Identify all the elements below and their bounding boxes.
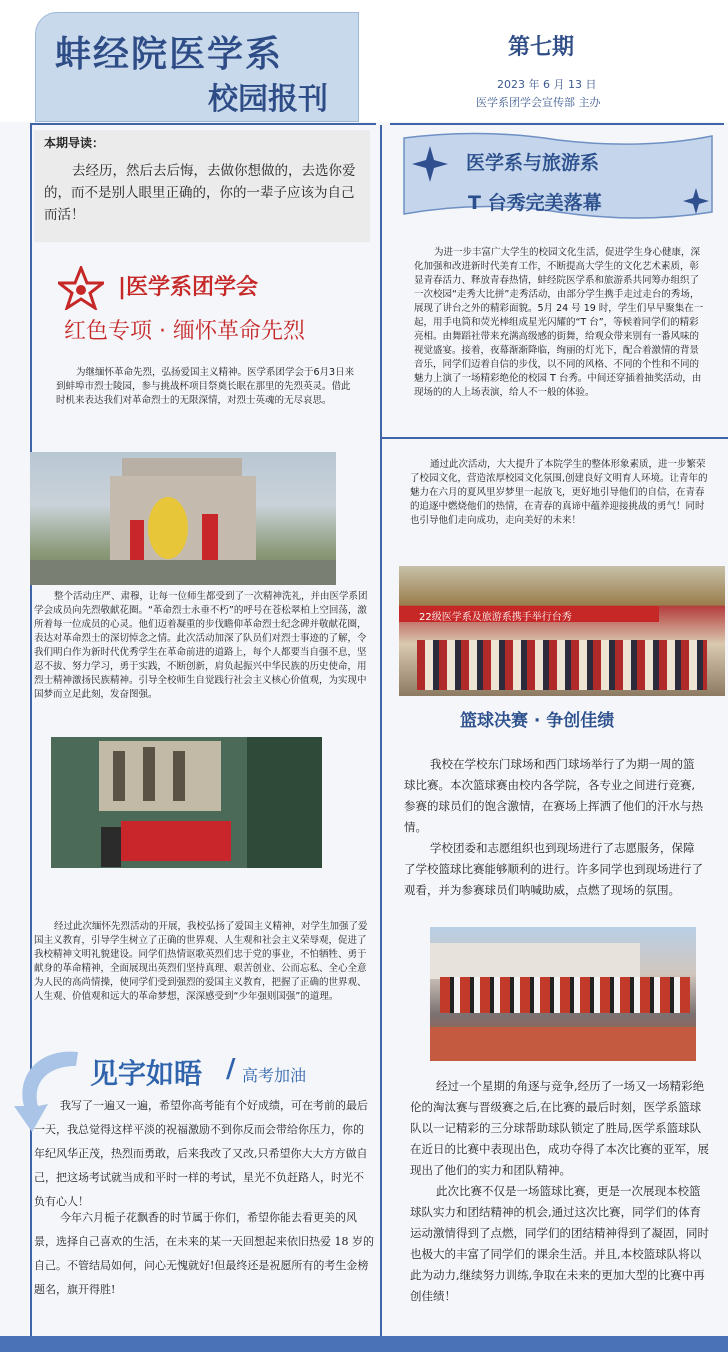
header-rule-left [30, 123, 376, 125]
section-title-basketball: 篮球决赛 · 争创佳绩 [460, 711, 615, 731]
newspaper-subtitle: 校园报刊 [208, 82, 328, 117]
intro-heading: 本期导读： [44, 136, 105, 150]
article-paragraph: 为进一步丰富广大学生的校园文化生活，促进学生身心健康，深化加强和改进新时代美育工作，不断提高大学生的文化艺术素质，彰显青春活力、释放青春热情，蚌经院医学系和旅游系共同筹办组织了一次校园“走秀大比拼”走秀活动，由部分学生携手走过走台的秀场，展现了讲台之外的精彩面貌。5月 24 号 19 时，学生们早早聚集在一起，用手电筒和荧光棒组成星光闪耀的“T 台”，等候着同学们的精彩亮相。由舞蹈社带来充满高级感的街舞，给观众带来别有一番风味的视觉盛宴。接着，夜幕渐渐降临，绚丽的灯光下，配合着激情的背景音乐，同学们迈着自信的步伐，以不同的风格、不同的个性和不同的魅力上演了一场精彩绝伦的校园 T 台秀。中间还穿插着抽奖活动，由现场的的人上场表演，给人不一般的体验。 [414, 247, 704, 398]
memorial-photo [30, 452, 336, 585]
section-rule [382, 437, 728, 439]
article-paragraph: 我校在学校东门球场和西门球场举行了为期一周的篮球比赛。本次篮球赛由校内各学院，各专业之间进行竞赛,参赛的球员们的饱含激情，在赛场上挥洒了他们的汗水与热情。 [404, 757, 703, 834]
red-star-icon [58, 266, 104, 310]
section-title-blue: 见字如晤 [90, 1057, 203, 1090]
newspaper-title: 蚌经院医学系 [55, 34, 284, 75]
fashion-show-photo [399, 566, 725, 696]
museum-photo [51, 737, 322, 868]
article-paragraph: 通过此次活动，大大提升了本院学生的整体形象素质，进一步繁荣了校园文化，营造浓厚校园文化氛围,创建良好文明育人环境。让青年的魅力在六月的夏风里岁梦里一起放飞，更好地引导他们的自信，在青春的追逐中燃烧他们的热情，在青春的真谛中蕴养迎接挑战的勇气！同时也引导他们走向成功，走向美好的未来！ [410, 459, 708, 526]
intro-text: 去经历，然后去后悔，去做你想做的，去选你爱的，而不是别人眼里正确的，你的一辈子应该为自己而活！ [44, 163, 356, 223]
column-divider [380, 125, 382, 1336]
footer-bar [0, 1336, 728, 1352]
header-rule-right [390, 123, 724, 125]
basketball-team-photo [430, 927, 696, 1061]
letter-paragraph: 我写了一遍又一遍，希望你高考能有个好成绩，可在考前的最后一天，我总觉得这样平淡的祝福激励不到你反而会带给你压力，你的年纪风华正茂，热烈而勇敢，后来我改了又改,只希望你大大方方做自己，把这场考试就当成和平时一样的考试，星光不负赶路人，时光不负有心人！ [34, 1099, 368, 1208]
article-paragraph: 此次比赛不仅是一场篮球比赛，更是一次展现本校篮球队实力和团结精神的机会,通过这次比赛，同学们的体育运动激情得到了点燃，同学们的团结精神得到了凝固，同时也极大的丰富了同学们的课余生活。并且,本校篮球队将以此为动力,继续努力训练,争取在未来的更加大型的比赛中再创佳绩！ [410, 1184, 709, 1303]
issue-date: 2023 年 6 月 13 日 [497, 78, 597, 91]
section-title-red: 红色专项 · 缅怀革命先烈 [64, 319, 305, 344]
left-column-border [30, 125, 32, 1336]
title-slash: / [226, 1054, 236, 1084]
article-paragraph: 为继缅怀革命先烈，弘扬爱国主义精神。医学系团学会于6月3日来到蚌埠市烈士陵园，参与挑战杯项目祭奠长眠在那里的先烈英灵。借此时机来表达我们对革命烈士的无限深情，对烈士英魂的无尽哀思。 [56, 367, 355, 406]
banner-title-line1: 医学系与旅游系 [466, 152, 600, 174]
section-org-label: |医学系团学会 [118, 275, 259, 300]
article-paragraph: 整个活动庄严、肃穆，让每一位师生都受到了一次精神洗礼，并由医学系团学会成员向先烈敬献花圈。“革命烈士永垂不朽”的呼号在苍松翠柏上空回荡，激所着每一位成员的心灵。他们迈着凝重的步伐瞻仰革命烈士纪念碑并敬献花圈，表达对革命烈士的深切悼念之情。此次活动加深了队员们对烈士事迹的了解，令我们明白作为新时代优秀学生在革命前进的道路上，每个人都要当自强不息，坚忍不拔、努力学习，勇于实践，不断创新，肩负起振兴中华民族的历史使命，用烈士精神激扬民族精神。引导全校师生自觉践行社会主义核心价值观，为实现中国梦而立足此刻，发奋图强。 [34, 591, 368, 700]
article-paragraph: 经过此次缅怀先烈活动的开展，我校弘扬了爱国主义精神，对学生加强了爱国主义教育，引导学生树立了正确的世界观、人生观和社会主义荣辱观，促进了我校精神文明礼貌建设。同学们热情讴歌英烈们忠于党的事业，不怕牺牲、勇于献身的革命精神，全面展现出英烈们坚持真理、艰苦创业、公而忘私、全心全意为人民的高尚情操，使同学们受到强烈的爱国主义教育，把握了正确的世界观、人生观、价值观和远大的革命梦想，深深感受到“少年强则国强”的道理。 [34, 921, 368, 1002]
publisher: 医学系团学会宣传部 主办 [476, 96, 601, 109]
article-paragraph: 学校团委和志愿组织也到现场进行了志愿服务，保障了学校篮球比赛能够顺利的进行。许多同学也到现场进行了观看，并为参赛球员们呐喊助威，点燃了现场的氛围。 [404, 841, 703, 897]
banner-title-line2: T 台秀完美落幕 [468, 192, 602, 214]
photo-banner-text: 22级医学系及旅游系携手举行台秀 [419, 612, 572, 623]
section-subtitle: 高考加油 [242, 1066, 307, 1085]
letter-paragraph: 今年六月栀子花飘香的时节属于你们，希望你能去看更美的风景，选择自己喜欢的生活，在未来的某一天回想起来依旧热爱 18 岁的自己。不管结局如何，问心无愧就好!但最终还是祝愿所有的考生金榜题名，旗开得胜! [34, 1211, 374, 1296]
issue-number: 第七期 [508, 35, 575, 60]
article-paragraph [410, 1076, 710, 1307]
article-paragraph: 经过一个星期的角逐与竞争,经历了一场又一场精彩绝伦的淘汰赛与晋级赛之后,在比赛的最后时刻，医学系篮球队以一记精彩的三分球帮助球队锁定了胜局,医学系篮球队在近日的比赛中表现出色，成功夺得了本次比赛的亚军，展现出了他们的实力和团队精神。 [410, 1079, 709, 1177]
article-paragraph [404, 754, 704, 901]
